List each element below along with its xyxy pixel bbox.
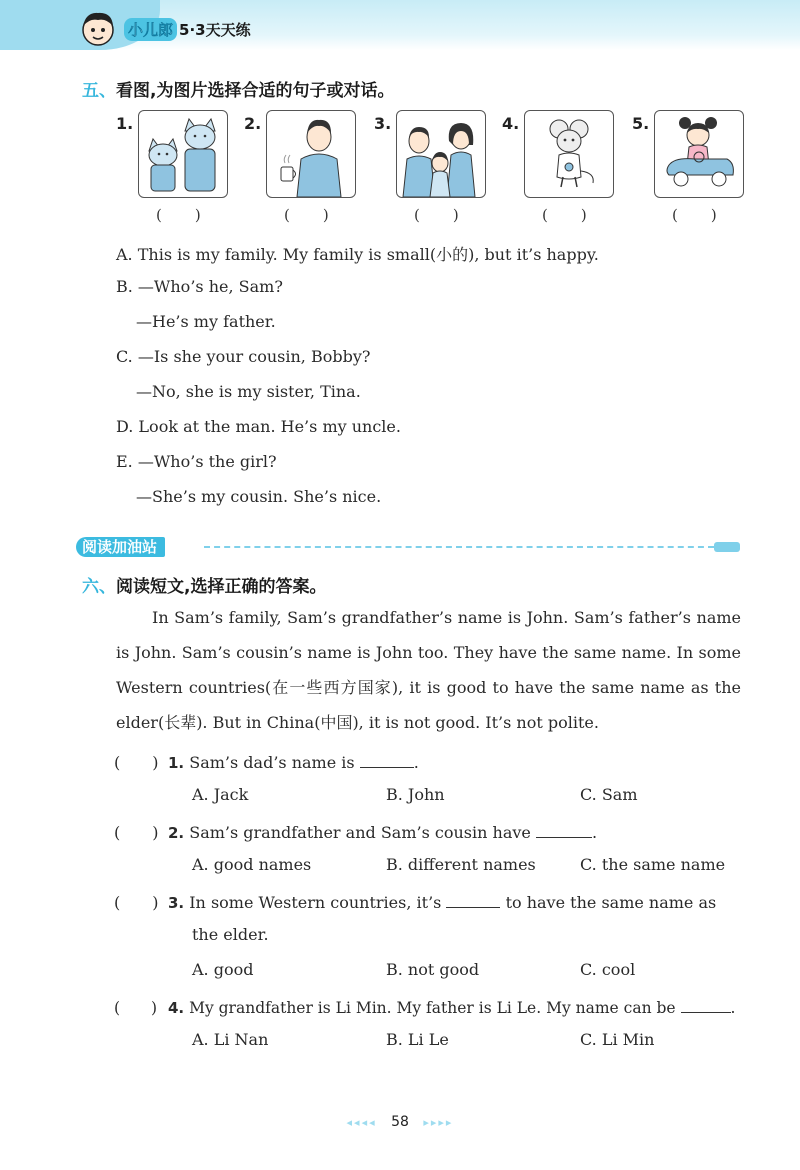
picture-box — [138, 110, 228, 198]
right-arrows-icon: ▸▸▸▸ — [423, 1116, 454, 1129]
man-with-cup-icon — [267, 111, 355, 197]
pencil-icon — [714, 542, 740, 552]
picture-box — [266, 110, 356, 198]
question-stem: In some Western countries, it’s — [189, 893, 442, 912]
page-number: 58 — [391, 1114, 409, 1130]
option-c[interactable]: C. the same name — [580, 855, 726, 874]
fill-blank[interactable] — [446, 893, 500, 908]
reading-passage: In Sam’s family, Sam’s grandfather’s name is John. Sam’s father’s name is John. Sam’s cousin’s name is John too. They have the same name. In some Western countries(在一些西方国家), it is good to have the same name as the elder(长辈). But in China(中国), it is not good. It’s not polite. — [116, 608, 741, 732]
brand-logo — [124, 18, 251, 41]
option-b[interactable]: B. not good — [386, 960, 480, 979]
dialogue-b-line-2: —He’s my father. — [136, 312, 276, 331]
reading-banner-label: 阅读加油站 — [76, 537, 165, 557]
picture-box — [396, 110, 486, 198]
question-1 — [114, 750, 419, 773]
question-number: 3. — [168, 894, 185, 912]
option-b[interactable]: B. Li Le — [386, 1030, 449, 1049]
question-continuation: the elder. — [192, 925, 269, 944]
fill-blank[interactable] — [360, 753, 414, 768]
left-arrows-icon: ◂◂◂◂ — [346, 1116, 377, 1129]
section-5-number: 五、 — [82, 81, 116, 101]
picture-number: 3. — [374, 114, 392, 133]
answer-blank[interactable]: ( ) — [114, 753, 159, 772]
picture-row — [116, 110, 756, 224]
question-number: 4. — [168, 999, 185, 1017]
question-number: 2. — [168, 824, 185, 842]
option-a[interactable]: A. good names — [192, 855, 312, 874]
option-a[interactable]: A. Li Nan — [192, 1030, 269, 1049]
section-5-title: 看图,为图片选择合适的句子或对话。 — [116, 81, 395, 101]
picture-box — [524, 110, 614, 198]
section-6-heading — [82, 572, 326, 597]
picture-number: 2. — [244, 114, 262, 133]
picture-number: 4. — [502, 114, 520, 133]
picture-number: 5. — [632, 114, 650, 133]
option-b[interactable]: B. different names — [386, 855, 536, 874]
question-stem: Sam’s grandfather and Sam’s cousin have — [189, 823, 531, 842]
answer-blank[interactable]: ( ) — [542, 206, 588, 224]
section-6-title: 阅读短文,选择正确的答案。 — [116, 577, 327, 597]
option-b[interactable]: B. John — [386, 785, 445, 804]
sentence-d: D. Look at the man. He’s my uncle. — [116, 417, 401, 436]
option-a[interactable]: A. Jack — [192, 785, 249, 804]
page-footer — [0, 1114, 800, 1130]
question-end: . — [730, 999, 736, 1017]
option-c[interactable]: C. Li Min — [580, 1030, 655, 1049]
dialogue-e-line-2: —She’s my cousin. She’s nice. — [136, 487, 382, 506]
answer-blank[interactable]: ( ) — [672, 206, 718, 224]
question-end: . — [591, 823, 598, 842]
section-5-heading — [82, 76, 394, 101]
family-icon — [397, 111, 485, 197]
sentence-a: A. This is my family. My family is small(小的), but it’s happy. — [116, 245, 599, 264]
fill-blank[interactable] — [681, 998, 731, 1013]
question-4 — [114, 996, 735, 1018]
two-cats-icon — [139, 111, 227, 197]
mouse-icon — [525, 111, 613, 197]
dialogue-e-line-1: E. —Who’s the girl? — [116, 452, 277, 471]
answer-blank[interactable]: ( ) — [156, 206, 202, 224]
picture-box — [654, 110, 744, 198]
girl-in-toy-car-icon — [655, 111, 743, 197]
dialogue-c-line-1: C. —Is she your cousin, Bobby? — [116, 347, 371, 366]
question-end: . — [413, 753, 419, 772]
question-stem: My grandfather is Li Min. My father is Li Le. My name can be — [189, 999, 676, 1017]
answer-blank[interactable]: ( ) — [284, 206, 330, 224]
question-number: 1. — [168, 754, 185, 772]
fill-blank[interactable] — [536, 823, 592, 838]
dialogue-c-line-2: —No, she is my sister, Tina. — [136, 382, 361, 401]
brand-name: 小儿郎 — [124, 18, 177, 41]
answer-blank[interactable]: ( ) — [414, 206, 460, 224]
answer-blank[interactable]: ( ) — [114, 823, 159, 842]
dialogue-b-line-1: B. —Who’s he, Sam? — [116, 277, 283, 296]
question-3 — [114, 890, 716, 913]
picture-number: 1. — [116, 114, 134, 133]
answer-blank[interactable]: ( ) — [114, 893, 159, 912]
section-6-number: 六、 — [82, 577, 116, 597]
answer-blank[interactable]: ( ) — [114, 999, 158, 1017]
mascot-boy-icon — [76, 8, 120, 52]
reading-banner-divider — [204, 546, 714, 548]
option-a[interactable]: A. good — [192, 960, 254, 979]
question-after: to have the same name as — [505, 893, 717, 912]
reading-banner — [76, 537, 741, 557]
option-c[interactable]: C. cool — [580, 960, 636, 979]
brand-series: 5·3天天练 — [179, 21, 251, 39]
question-2 — [114, 820, 597, 843]
option-c[interactable]: C. Sam — [580, 785, 638, 804]
question-stem: Sam’s dad’s name is — [189, 753, 355, 772]
